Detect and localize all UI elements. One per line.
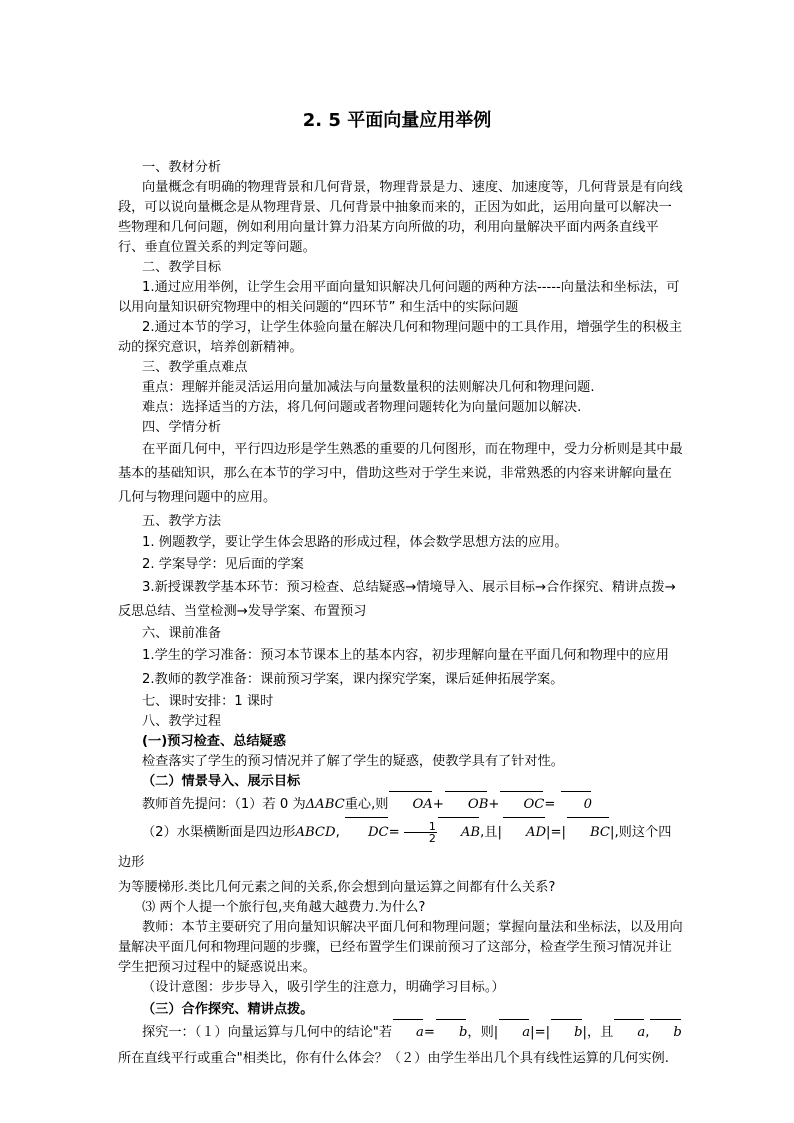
explore-one: [118, 1020, 684, 1072]
process-paragraph-1: 检查落实了学生的预习情况并了解了学生的疑惑，使教学具有了针对性。: [142, 754, 564, 769]
method-item-1: 1. 例题教学，要让学生体会思路的形成过程，体会数学思想方法的应用。: [142, 535, 568, 550]
triangle-abc: ΔABC: [305, 797, 345, 812]
section-heading-2: 二、教学目标: [142, 260, 222, 275]
key-point: 重点：理解并能灵活运用向量加减法与向量数量积的法则解决几何和物理问题.: [142, 380, 595, 395]
explore-mid-2: ，且: [586, 1025, 614, 1040]
document-body: [118, 158, 684, 1072]
question-1-mid: 重心,则: [344, 797, 389, 812]
quadrilateral-abcd: ABCD: [295, 825, 336, 840]
section-heading-8: 八、教学过程: [142, 714, 222, 729]
trapezoid-condition-formula: DC= $\frac{1}{2}$ AB,且| AD|=| BC|: [344, 825, 615, 840]
section-heading-5: 五、教学方法: [142, 514, 222, 529]
explore-mid: ，则: [467, 1025, 494, 1040]
paragraph-textbook-analysis: 向量概念有明确的物理背景和几何背景，物理背景是力、速度、加速度等，几何背景是有向线段，可以说向量概念是从物理背景、几何背景中抽象而来的，正因为如此，运用向量可以解决一些物理和几何问题，例如利用向量计算力沿某方向所做的功，利用向量解决平面内两条直线平行、垂直位置关系的判定等问题。: [118, 180, 683, 255]
section-heading-1: 一、教材分析: [142, 160, 222, 175]
section-heading-3: 三、教学重点难点: [142, 360, 248, 375]
prep-item-2: 2.教师的教学准备：课前预习学案，课内探究学案，课后延伸拓展学案。: [142, 672, 564, 687]
vector-pair-formula: a, b: [613, 1025, 682, 1040]
question-3: ⑶ 两个人提一个旅行包,夹角越大越费力.为什么?: [142, 900, 426, 915]
difficulty-point: 难点：选择适当的方法，将几何问题或者物理问题转化为向量问题加以解决.: [142, 400, 582, 415]
vector-sum-formula: OA+ OB+ OC= 0: [388, 797, 592, 812]
section-heading-7: 七、课时安排：1 课时: [142, 694, 274, 709]
process-heading-3: （三）合作探究、精讲点拨。: [142, 1002, 314, 1017]
question-2-continued: 为等腰梯形.类比几何元素之间的关系,你会想到向量运算之间都有什么关系?: [118, 880, 556, 895]
question-2-prefix: （2）水渠横断面是四边形: [142, 825, 296, 840]
objective-item-2: 2.通过本节的学习，让学生体验向量在解决几何和物理问题中的工具作用，增强学生的积极主动的探究意识，培养创新精神。: [118, 320, 683, 355]
question-1: [118, 792, 684, 818]
section-heading-6: 六、课前准备: [142, 626, 222, 641]
teacher-paragraph: 教师：本节主要研究了用向量知识解决平面几何和物理问题；掌握向量法和坐标法，以及用向量解决平面几何和物理问题的步骤，已经布置学生们课前预习了这部分，检查学生预习情况并让学生把预习过程中的疑惑说出来。: [118, 920, 683, 975]
paragraph-student-analysis: 在平面几何中，平行四边形是学生熟悉的重要的几何图形，而在物理中，受力分析则是其中最基本的基础知识，那么在本节的学习中，借助这些对于学生来说，非常熟悉的内容来讲解向量在几何与物理问题中的应用。: [118, 442, 683, 505]
question-1-prefix: 教师首先提问：（1）若 0 为: [142, 797, 306, 812]
process-heading-2: （二）情景导入、展示目标: [142, 774, 301, 789]
objective-item-1: 1.通过应用举例，让学生会用平面向量知识解决几何问题的两种方法-----向量法和坐标法，可以用向量知识研究物理中的相关问题的“四环节” 和生活中的实际问题: [118, 280, 680, 315]
process-heading-1: (一)预习检查、总结疑惑: [142, 734, 286, 749]
vector-equal-formula: a= b: [392, 1025, 467, 1040]
page-title: 2. 5 平面向量应用举例: [302, 110, 492, 131]
prep-item-1: 1.学生的学习准备：预习本节课本上的基本内容，初步理解向量在平面几何和物理中的应用: [142, 648, 669, 663]
question-2: （2）水渠横断面是四边形ABCD, DC= $\frac{1}{2}$ AB,且| AD|=| BC|,则这个四边形: [118, 819, 672, 870]
design-intent: （设计意图：步步导入，吸引学生的注意力，明确学习目标。）: [142, 980, 505, 995]
method-item-2: 2. 学案导学：见后面的学案: [142, 557, 304, 572]
vector-magnitude-formula: | a|=| b|: [494, 1025, 587, 1040]
section-heading-4: 四、学情分析: [142, 420, 222, 435]
question-2-tail: ,则这个四边形: [118, 825, 672, 870]
explore-prefix: 探究一：（１）向量运算与几何中的结论"若: [142, 1025, 393, 1040]
explore-tail: 所在直线平行或重合"相类比，你有什么体会？（２）由学生举出几个具有线性运算的几何实例.: [118, 1051, 669, 1066]
method-item-3: 3.新授课教学基本环节：预习检查、总结疑惑→情境导入、展示目标→合作探究、精讲点拨→反思总结、当堂检测→发导学案、布置预习: [118, 580, 676, 619]
